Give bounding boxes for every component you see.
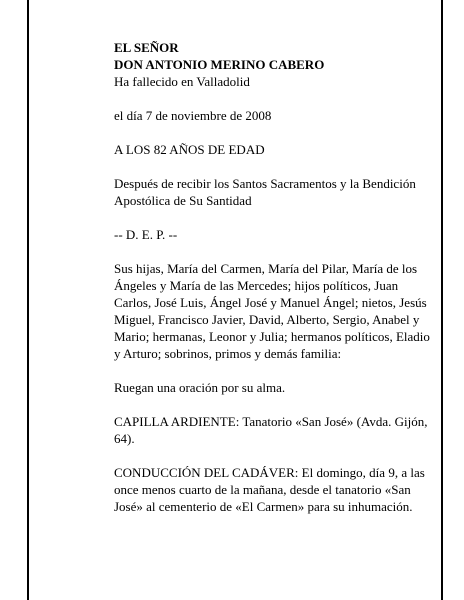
rip-text: -- D. E. P. -- [114,227,178,242]
title-line-1: EL SEÑOR [114,40,179,55]
family-text: Sus hijas, María del Carmen, María del Pilar, María de los Ángeles y María de las Mercedes; hijos políticos, Juan Carlos, José Luis, Ángel José y Manuel Ángel; nietos, Jesús Miguel, Francisco Javier, David, Alberto, Sergio, Anabel y Mario; hermanas, Leonor y Julia; hermanos políticos, Eladio y Arturo; sobrinos, primos y demás familia: [114,261,430,361]
prayer-text: Ruegan una oración por su alma. [114,380,286,395]
deceased-name: DON ANTONIO MERINO CABERO [114,57,325,72]
obituary-notice [114,39,432,515]
death-date: el día 7 de noviembre de 2008 [114,108,272,123]
page-border-left [27,0,29,600]
procession-text: CONDUCCIÓN DEL CADÁVER: El domingo, día 9, a las once menos cuarto de la mañana, desde el tanatorio «San José» al cementerio de «El Carmen» para su inhumación. [114,465,425,514]
died-in-text: Ha fallecido en Valladolid [114,74,250,89]
page-border-right [441,0,443,600]
sacraments-text: Después de recibir los Santos Sacramentos y la Bendición Apostólica de Su Santidad [114,176,416,208]
age-text: A LOS 82 AÑOS DE EDAD [114,142,265,157]
chapel-text: CAPILLA ARDIENTE: Tanatorio «San José» (Avda. Gijón, 64). [114,414,428,446]
